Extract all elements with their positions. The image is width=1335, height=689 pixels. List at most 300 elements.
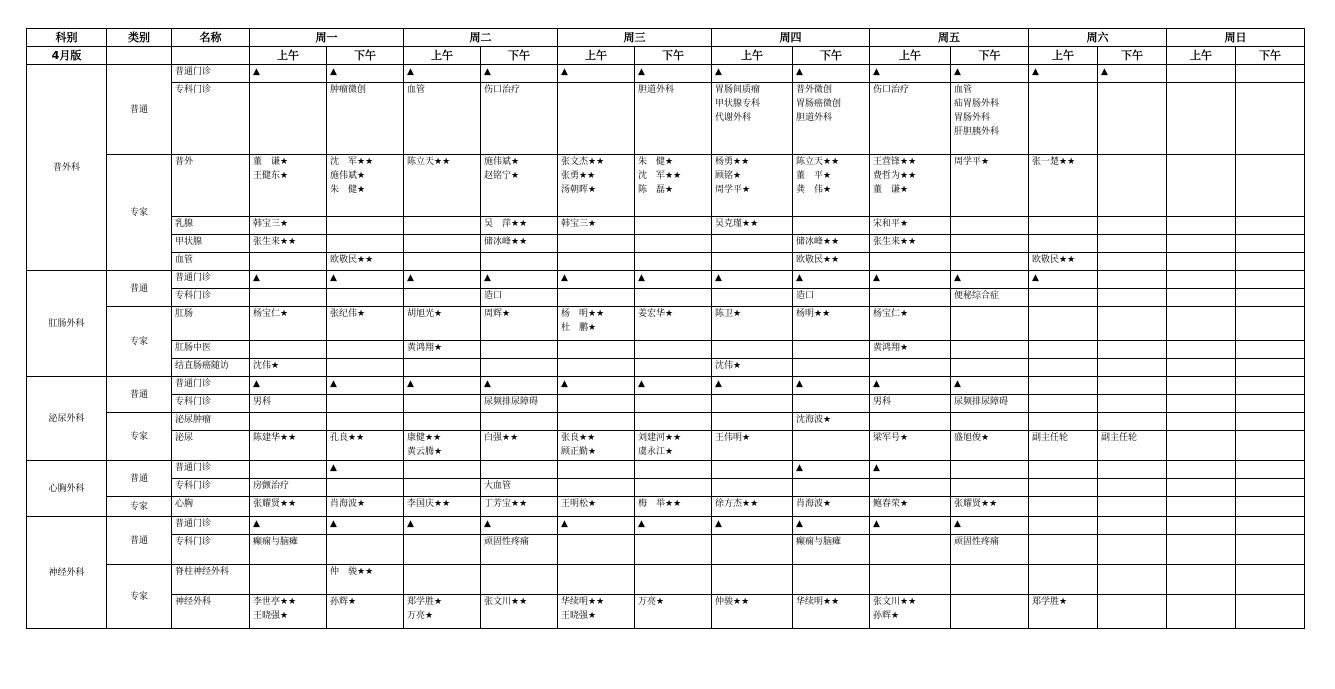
- schedule-cell: ▲: [558, 377, 635, 395]
- table-row: [27, 271, 1305, 289]
- schedule-cell: 万亮★: [635, 595, 712, 629]
- schedule-cell: [635, 413, 712, 431]
- clinic-name-cell: 普通门诊: [172, 65, 250, 83]
- clinic-name-cell: 专科门诊: [172, 289, 250, 307]
- schedule-cell: 姜宏华★: [635, 307, 712, 341]
- schedule-cell: 欧敬民★★: [793, 253, 870, 271]
- schedule-cell: [793, 431, 870, 461]
- clinic-name-cell: 肛肠中医: [172, 341, 250, 359]
- schedule-cell: [1236, 535, 1305, 565]
- schedule-cell: ▲: [558, 65, 635, 83]
- table-row: [27, 83, 1305, 155]
- schedule-cell: [250, 289, 327, 307]
- table-row: [27, 235, 1305, 253]
- clinic-name-cell: 普通门诊: [172, 271, 250, 289]
- schedule-cell: [870, 479, 951, 497]
- schedule-cell: [1098, 395, 1167, 413]
- table-row: [27, 517, 1305, 535]
- table-row: [27, 535, 1305, 565]
- schedule-cell: [1236, 413, 1305, 431]
- schedule-cell: [1029, 565, 1098, 595]
- schedule-cell: [1029, 479, 1098, 497]
- schedule-cell: 仲骏★★: [712, 595, 793, 629]
- schedule-cell: [1167, 253, 1236, 271]
- header-am: 上午: [1167, 47, 1236, 65]
- schedule-cell: [1167, 517, 1236, 535]
- schedule-cell: [1167, 395, 1236, 413]
- clinic-name-cell: 普通门诊: [172, 377, 250, 395]
- schedule-cell: 胃肠间质瘤 甲状腺专科 代谢外科: [712, 83, 793, 155]
- header-day-tue: 周二: [404, 29, 558, 47]
- schedule-cell: [558, 235, 635, 253]
- schedule-cell: [712, 413, 793, 431]
- header-day-wed: 周三: [558, 29, 712, 47]
- schedule-cell: [635, 253, 712, 271]
- schedule-cell: [951, 307, 1029, 341]
- schedule-cell: [793, 565, 870, 595]
- schedule-cell: ▲: [327, 517, 404, 535]
- table-row: [27, 431, 1305, 461]
- schedule-cell: ▲: [793, 65, 870, 83]
- table-row: [27, 253, 1305, 271]
- schedule-cell: 梁军号★: [870, 431, 951, 461]
- schedule-cell: 白强★★: [481, 431, 558, 461]
- schedule-cell: [250, 83, 327, 155]
- schedule-cell: [404, 217, 481, 235]
- schedule-cell: [558, 479, 635, 497]
- schedule-cell: 杨明★★: [793, 307, 870, 341]
- schedule-cell: [1236, 377, 1305, 395]
- schedule-cell: [481, 461, 558, 479]
- schedule-cell: [951, 359, 1029, 377]
- header-am: 上午: [712, 47, 793, 65]
- schedule-cell: 沈伟★: [712, 359, 793, 377]
- clinic-name-cell: 结直肠癌随访: [172, 359, 250, 377]
- schedule-cell: ▲: [1029, 65, 1098, 83]
- table-row: [27, 595, 1305, 629]
- schedule-cell: 梅 举★★: [635, 497, 712, 517]
- schedule-cell: [481, 341, 558, 359]
- schedule-cell: ▲: [1029, 271, 1098, 289]
- header-row-days: [27, 29, 1305, 47]
- schedule-cell: 尿频排尿障碍: [481, 395, 558, 413]
- department-cell: 肛肠外科: [27, 271, 107, 377]
- schedule-cell: [558, 565, 635, 595]
- clinic-name-cell: 神经外科: [172, 595, 250, 629]
- schedule-cell: 癫痫与脑瘫: [250, 535, 327, 565]
- schedule-cell: [1098, 565, 1167, 595]
- schedule-cell: [1167, 595, 1236, 629]
- schedule-cell: 鲍春荣★: [870, 497, 951, 517]
- category-cell: 专家: [107, 497, 172, 517]
- schedule-cell: 黄鸿翔★: [404, 341, 481, 359]
- schedule-cell: ▲: [327, 377, 404, 395]
- schedule-cell: ▲: [635, 517, 712, 535]
- category-cell: 普通: [107, 65, 172, 155]
- schedule-cell: [327, 535, 404, 565]
- table-row: [27, 65, 1305, 83]
- schedule-cell: 施伟斌★ 赵铭宁★: [481, 155, 558, 217]
- schedule-cell: ▲: [712, 271, 793, 289]
- schedule-cell: ▲: [327, 271, 404, 289]
- schedule-cell: 张纪伟★: [327, 307, 404, 341]
- schedule-cell: [1236, 359, 1305, 377]
- schedule-cell: 王明松★: [558, 497, 635, 517]
- header-day-thu: 周四: [712, 29, 870, 47]
- schedule-cell: 丁芳宝★★: [481, 497, 558, 517]
- schedule-cell: [1098, 517, 1167, 535]
- schedule-cell: [1029, 497, 1098, 517]
- schedule-cell: [1029, 83, 1098, 155]
- schedule-cell: ▲: [635, 271, 712, 289]
- schedule-cell: [951, 341, 1029, 359]
- schedule-cell: [404, 289, 481, 307]
- header-category: 类别: [107, 29, 172, 47]
- schedule-cell: 董 谦★ 王健东★: [250, 155, 327, 217]
- schedule-cell: ▲: [404, 271, 481, 289]
- header-pm: 下午: [1236, 47, 1305, 65]
- category-cell: 专家: [107, 565, 172, 629]
- table-row: [27, 359, 1305, 377]
- table-row: [27, 413, 1305, 431]
- clinic-name-cell: 普通门诊: [172, 461, 250, 479]
- schedule-cell: [712, 395, 793, 413]
- schedule-cell: [1167, 289, 1236, 307]
- category-cell: 专家: [107, 155, 172, 271]
- schedule-cell: 张一楚★★: [1029, 155, 1098, 217]
- schedule-cell: 沈伟★: [250, 359, 327, 377]
- schedule-cell: [481, 413, 558, 431]
- schedule-cell: ▲: [481, 517, 558, 535]
- header-blank: [172, 47, 250, 65]
- schedule-cell: [1029, 461, 1098, 479]
- schedule-cell: [1236, 565, 1305, 595]
- schedule-cell: [870, 289, 951, 307]
- header-blank: [107, 47, 172, 65]
- schedule-cell: 沈海波★: [793, 413, 870, 431]
- schedule-cell: 王伟明★: [712, 431, 793, 461]
- schedule-cell: 顽固性疼痛: [481, 535, 558, 565]
- schedule-cell: [1098, 413, 1167, 431]
- category-cell: 普通: [107, 461, 172, 497]
- schedule-cell: 胆道外科: [635, 83, 712, 155]
- header-pm: 下午: [635, 47, 712, 65]
- schedule-cell: [404, 395, 481, 413]
- schedule-cell: [327, 359, 404, 377]
- schedule-cell: [951, 595, 1029, 629]
- category-cell: 普通: [107, 271, 172, 307]
- schedule-cell: 张生来★★: [870, 235, 951, 253]
- schedule-cell: [481, 253, 558, 271]
- clinic-name-cell: 血管: [172, 253, 250, 271]
- schedule-cell: [1098, 461, 1167, 479]
- schedule-cell: 杨宝仁★: [250, 307, 327, 341]
- schedule-cell: [951, 565, 1029, 595]
- schedule-cell: [404, 479, 481, 497]
- schedule-cell: 胡旭光★: [404, 307, 481, 341]
- schedule-cell: [1167, 359, 1236, 377]
- schedule-cell: 欧敬民★★: [1029, 253, 1098, 271]
- schedule-cell: [635, 359, 712, 377]
- schedule-cell: ▲: [250, 271, 327, 289]
- schedule-cell: [1098, 271, 1167, 289]
- schedule-cell: [1167, 65, 1236, 83]
- schedule-cell: [712, 235, 793, 253]
- schedule-cell: 男科: [870, 395, 951, 413]
- schedule-cell: [1098, 595, 1167, 629]
- schedule-cell: ▲: [250, 377, 327, 395]
- schedule-cell: 肖海波★: [327, 497, 404, 517]
- schedule-cell: [558, 395, 635, 413]
- header-edition: 4月版: [27, 47, 107, 65]
- schedule-cell: [712, 461, 793, 479]
- schedule-cell: [327, 235, 404, 253]
- schedule-cell: [1098, 155, 1167, 217]
- schedule-cell: [1098, 377, 1167, 395]
- schedule-cell: ▲: [793, 377, 870, 395]
- schedule-cell: 副主任轮: [1098, 431, 1167, 461]
- department-cell: 神经外科: [27, 517, 107, 629]
- schedule-cell: ▲: [404, 517, 481, 535]
- schedule-cell: [1167, 479, 1236, 497]
- schedule-cell: 张良★★ 顾正勤★: [558, 431, 635, 461]
- schedule-cell: [1098, 535, 1167, 565]
- schedule-cell: 血管: [404, 83, 481, 155]
- schedule-cell: [712, 479, 793, 497]
- schedule-cell: 陈卫★: [712, 307, 793, 341]
- schedule-cell: [1167, 83, 1236, 155]
- schedule-cell: [1236, 307, 1305, 341]
- schedule-cell: 韩宝三★: [250, 217, 327, 235]
- schedule-cell: ▲: [327, 65, 404, 83]
- schedule-cell: [1236, 235, 1305, 253]
- schedule-cell: [558, 253, 635, 271]
- schedule-cell: [1098, 83, 1167, 155]
- header-pm: 下午: [327, 47, 404, 65]
- schedule-cell: [404, 235, 481, 253]
- schedule-cell: 癫痫与脑瘫: [793, 535, 870, 565]
- schedule-cell: 刘建河★★ 虞永江★: [635, 431, 712, 461]
- schedule-cell: 陈立天★★: [404, 155, 481, 217]
- category-cell: 专家: [107, 413, 172, 461]
- header-day-sun: 周日: [1167, 29, 1305, 47]
- schedule-cell: ▲: [327, 461, 404, 479]
- schedule-cell: [558, 413, 635, 431]
- schedule-cell: [635, 535, 712, 565]
- schedule-cell: [1167, 341, 1236, 359]
- schedule-cell: [1098, 235, 1167, 253]
- schedule-cell: [1098, 341, 1167, 359]
- schedule-cell: 康健★★ 黄云腾★: [404, 431, 481, 461]
- schedule-cell: [1029, 235, 1098, 253]
- schedule-cell: [558, 461, 635, 479]
- schedule-cell: 欧敬民★★: [327, 253, 404, 271]
- schedule-cell: ▲: [404, 65, 481, 83]
- schedule-cell: [404, 461, 481, 479]
- schedule-cell: [250, 341, 327, 359]
- schedule-cell: [404, 359, 481, 377]
- schedule-cell: [327, 341, 404, 359]
- schedule-cell: 便秘综合症: [951, 289, 1029, 307]
- schedule-cell: 肖海波★: [793, 497, 870, 517]
- schedule-cell: ▲: [712, 377, 793, 395]
- schedule-cell: [951, 253, 1029, 271]
- header-day-sat: 周六: [1029, 29, 1167, 47]
- schedule-cell: [1236, 289, 1305, 307]
- schedule-cell: [635, 461, 712, 479]
- schedule-cell: [1236, 271, 1305, 289]
- schedule-cell: [951, 413, 1029, 431]
- schedule-cell: 吴 萍★★: [481, 217, 558, 235]
- schedule-cell: [250, 253, 327, 271]
- table-row: [27, 395, 1305, 413]
- schedule-cell: [1236, 65, 1305, 83]
- header-am: 上午: [1029, 47, 1098, 65]
- schedule-cell: 郑学胜★: [1029, 595, 1098, 629]
- header-name: 名称: [172, 29, 250, 47]
- schedule-cell: [1236, 341, 1305, 359]
- category-cell: 普通: [107, 377, 172, 413]
- schedule-cell: 孙辉★: [327, 595, 404, 629]
- schedule-cell: 华续明★★: [793, 595, 870, 629]
- header-am: 上午: [558, 47, 635, 65]
- schedule-cell: 顽固性疼痛: [951, 535, 1029, 565]
- schedule-cell: 伤口治疗: [870, 83, 951, 155]
- schedule-cell: 男科: [250, 395, 327, 413]
- schedule-cell: [1098, 253, 1167, 271]
- schedule-cell: [1236, 517, 1305, 535]
- schedule-cell: ▲: [558, 517, 635, 535]
- schedule-cell: [712, 289, 793, 307]
- schedule-cell: 杨勇★★ 顾铭★ 周学平★: [712, 155, 793, 217]
- schedule-cell: ▲: [951, 271, 1029, 289]
- schedule-body: [27, 29, 1305, 629]
- schedule-cell: [1236, 253, 1305, 271]
- schedule-cell: [250, 413, 327, 431]
- schedule-cell: 肿瘤微创: [327, 83, 404, 155]
- schedule-cell: [1236, 497, 1305, 517]
- table-row: [27, 217, 1305, 235]
- table-row: [27, 377, 1305, 395]
- schedule-cell: [327, 479, 404, 497]
- schedule-cell: 李世亭★★ 王晓强★: [250, 595, 327, 629]
- schedule-cell: ▲: [481, 271, 558, 289]
- clinic-name-cell: 泌尿肿瘤: [172, 413, 250, 431]
- schedule-cell: [1167, 431, 1236, 461]
- schedule-cell: [1236, 395, 1305, 413]
- schedule-cell: 张耀贤★★: [951, 497, 1029, 517]
- schedule-cell: ▲: [635, 65, 712, 83]
- schedule-cell: 黄鸿翔★: [870, 341, 951, 359]
- header-row-halves: [27, 47, 1305, 65]
- header-dept: 科别: [27, 29, 107, 47]
- schedule-cell: 张文川★★ 孙辉★: [870, 595, 951, 629]
- header-pm: 下午: [951, 47, 1029, 65]
- schedule-cell: [1236, 83, 1305, 155]
- schedule-cell: ▲: [558, 271, 635, 289]
- schedule-cell: 普外微创 胃肠癌微创 胆道外科: [793, 83, 870, 155]
- header-day-mon: 周一: [250, 29, 404, 47]
- schedule-cell: [1167, 565, 1236, 595]
- schedule-cell: [870, 359, 951, 377]
- schedule-cell: ▲: [481, 377, 558, 395]
- schedule-cell: ▲: [250, 65, 327, 83]
- table-row: [27, 565, 1305, 595]
- table-row: [27, 461, 1305, 479]
- schedule-cell: 张文川★★: [481, 595, 558, 629]
- schedule-cell: [558, 359, 635, 377]
- schedule-cell: [951, 217, 1029, 235]
- schedule-cell: [1029, 413, 1098, 431]
- schedule-cell: 周学平★: [951, 155, 1029, 217]
- schedule-cell: [1029, 341, 1098, 359]
- schedule-cell: [481, 565, 558, 595]
- clinic-name-cell: 泌尿: [172, 431, 250, 461]
- schedule-cell: [793, 217, 870, 235]
- schedule-cell: [712, 253, 793, 271]
- header-am: 上午: [870, 47, 951, 65]
- schedule-cell: ▲: [635, 377, 712, 395]
- schedule-cell: [1029, 535, 1098, 565]
- schedule-cell: [1029, 359, 1098, 377]
- schedule-cell: [1167, 461, 1236, 479]
- table-row: [27, 307, 1305, 341]
- schedule-cell: [1098, 359, 1167, 377]
- schedule-cell: [1167, 535, 1236, 565]
- schedule-cell: [1236, 155, 1305, 217]
- schedule-cell: ▲: [870, 65, 951, 83]
- schedule-cell: [558, 341, 635, 359]
- schedule-cell: 宋和平★: [870, 217, 951, 235]
- schedule-cell: [1236, 479, 1305, 497]
- department-cell: 心胸外科: [27, 461, 107, 517]
- clinic-name-cell: 普外: [172, 155, 250, 217]
- schedule-cell: [635, 217, 712, 235]
- schedule-cell: 张文杰★★ 张勇★★ 汤朝晖★: [558, 155, 635, 217]
- schedule-cell: [1167, 307, 1236, 341]
- schedule-cell: ▲: [481, 65, 558, 83]
- schedule-cell: [1029, 517, 1098, 535]
- schedule-cell: 副主任轮: [1029, 431, 1098, 461]
- schedule-cell: [1167, 235, 1236, 253]
- table-row: [27, 341, 1305, 359]
- schedule-cell: [327, 413, 404, 431]
- schedule-cell: 韩宝三★: [558, 217, 635, 235]
- category-cell: 普通: [107, 517, 172, 565]
- category-cell: 专家: [107, 307, 172, 377]
- schedule-cell: [327, 395, 404, 413]
- schedule-cell: [250, 461, 327, 479]
- schedule-cell: [1098, 307, 1167, 341]
- schedule-cell: 朱 健★ 沈 军★★ 陈 磊★: [635, 155, 712, 217]
- table-row: [27, 289, 1305, 307]
- schedule-cell: [558, 535, 635, 565]
- schedule-cell: [870, 565, 951, 595]
- schedule-cell: [404, 535, 481, 565]
- schedule-cell: [712, 535, 793, 565]
- schedule-cell: [793, 359, 870, 377]
- schedule-cell: [1029, 307, 1098, 341]
- schedule-cell: [951, 461, 1029, 479]
- schedule-cell: 吴克瑾★★: [712, 217, 793, 235]
- schedule-cell: 沈 军★★ 施伟斌★ 朱 健★: [327, 155, 404, 217]
- clinic-name-cell: 甲状腺: [172, 235, 250, 253]
- schedule-cell: [1098, 217, 1167, 235]
- schedule-cell: 张生来★★: [250, 235, 327, 253]
- department-cell: 泌尿外科: [27, 377, 107, 461]
- table-row: [27, 155, 1305, 217]
- schedule-cell: [712, 341, 793, 359]
